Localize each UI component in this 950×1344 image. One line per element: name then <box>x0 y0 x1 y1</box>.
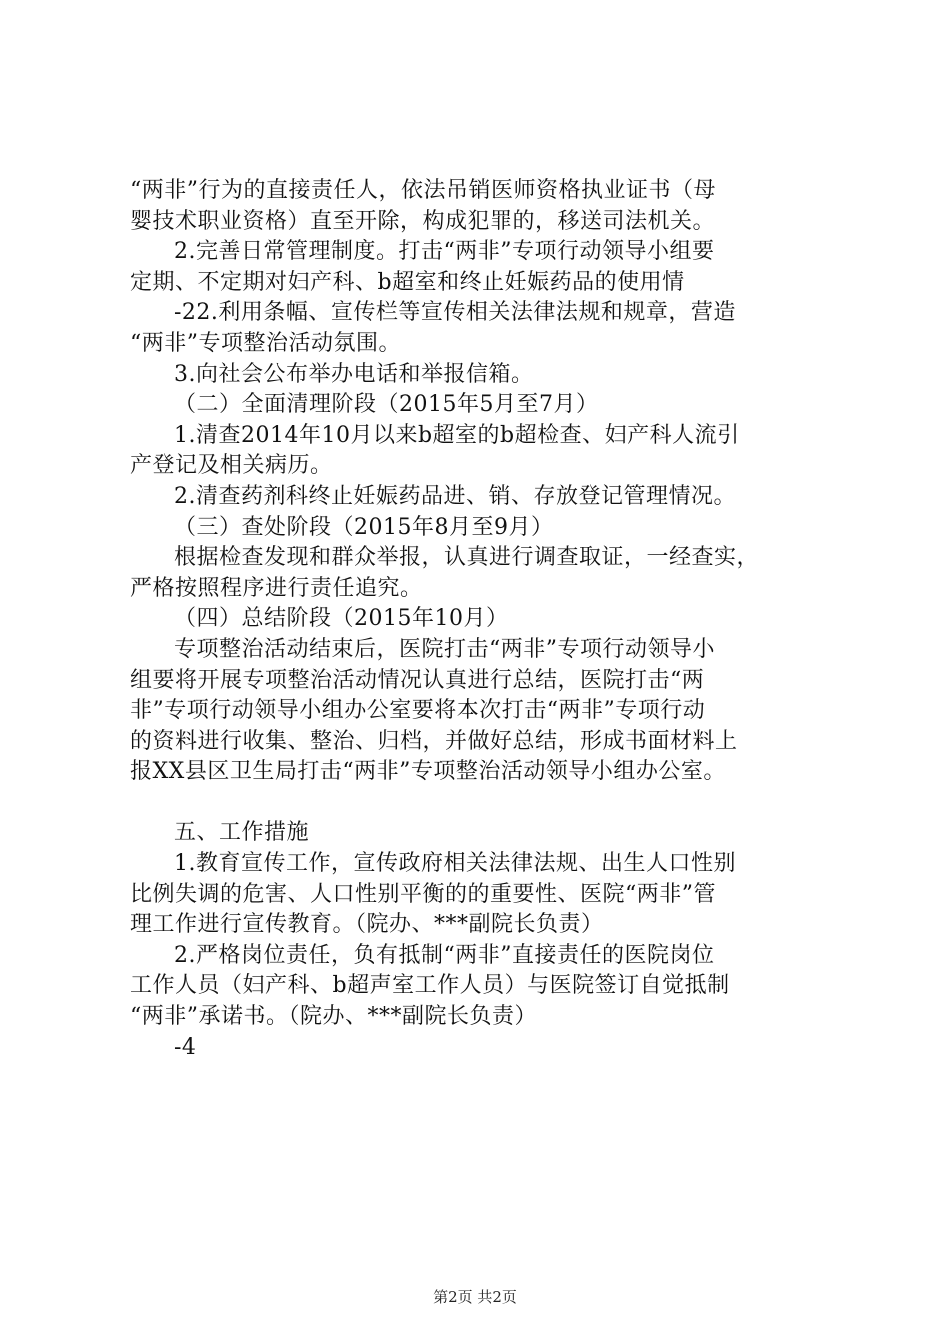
text-line: 比例失调的危害、人口性别平衡的的重要性、医院“两非”管 <box>130 881 716 907</box>
text-line: 3.向社会公布举办电话和举报信箱。 <box>174 361 534 387</box>
text-line: 产登记及相关病历。 <box>130 453 333 479</box>
text-line: 报XX县区卫生局打击“两非”专项整治活动领导小组办公室。 <box>130 759 726 785</box>
section-heading: 五、工作措施 <box>174 820 310 846</box>
document-body <box>130 176 830 1063</box>
text-line: 组要将开展专项整治活动情况认真进行总结，医院打击“两 <box>130 667 705 693</box>
text-line: 根据检查发现和群众举报，认真进行调查取证，一经查实， <box>174 545 760 571</box>
paragraph-gap <box>130 788 830 819</box>
text-line: “两非”行为的直接责任人，依法吊销医师资格执业证书（母 <box>130 178 716 203</box>
text-line: 2.严格岗位责任，负有抵制“两非”直接责任的医院岗位 <box>174 942 715 968</box>
section-heading: （二）全面清理阶段（2015年5月至7月） <box>174 392 599 418</box>
text-line: -22.利用条幅、宣传栏等宣传相关法律法规和规章，营造 <box>174 300 736 326</box>
section-heading: （三）查处阶段（2015年8月至9月） <box>174 514 554 540</box>
text-line: 专项整治活动结束后，医院打击“两非”专项行动领导小 <box>174 636 715 662</box>
text-line: 1.教育宣传工作，宣传政府相关法律法规、出生人口性别 <box>174 851 736 877</box>
text-line: 1.清查2014年10月以来b超室的b超检查、妇产科人流引 <box>174 422 740 448</box>
text-line: 理工作进行宣传教育。（院办、***副院长负责） <box>130 912 604 938</box>
text-line: 婴技术职业资格）直至开除，构成犯罪的，移送司法机关。 <box>130 208 716 234</box>
section-heading: （四）总结阶段（2015年10月） <box>174 606 509 632</box>
text-line: “两非”专项整治活动氛围。 <box>130 330 401 356</box>
page-footer: 第2页 共2页 <box>433 1288 517 1306</box>
text-line: “两非”承诺书。（院办、***副院长负责） <box>130 1004 537 1030</box>
text-line: 2.清查药剂科终止妊娠药品进、销、存放登记管理情况。 <box>174 483 736 509</box>
text-line: 非”专项行动领导小组办公室要将本次打击“两非”专项行动 <box>130 698 706 724</box>
text-line: 的资料进行收集、整治、归档，并做好总结，形成书面材料上 <box>130 728 738 754</box>
text-line: 2.完善日常管理制度。打击“两非”专项行动领导小组要 <box>174 239 715 265</box>
text-line: 定期、不定期对妇产科、b超室和终止妊娠药品的使用情 <box>130 269 685 295</box>
text-line: 工作人员（妇产科、b超声室工作人员）与医院签订自觉抵制 <box>130 973 730 999</box>
page-marker: -4 <box>174 1034 197 1060</box>
text-line: 严格按照程序进行责任追究。 <box>130 575 423 601</box>
